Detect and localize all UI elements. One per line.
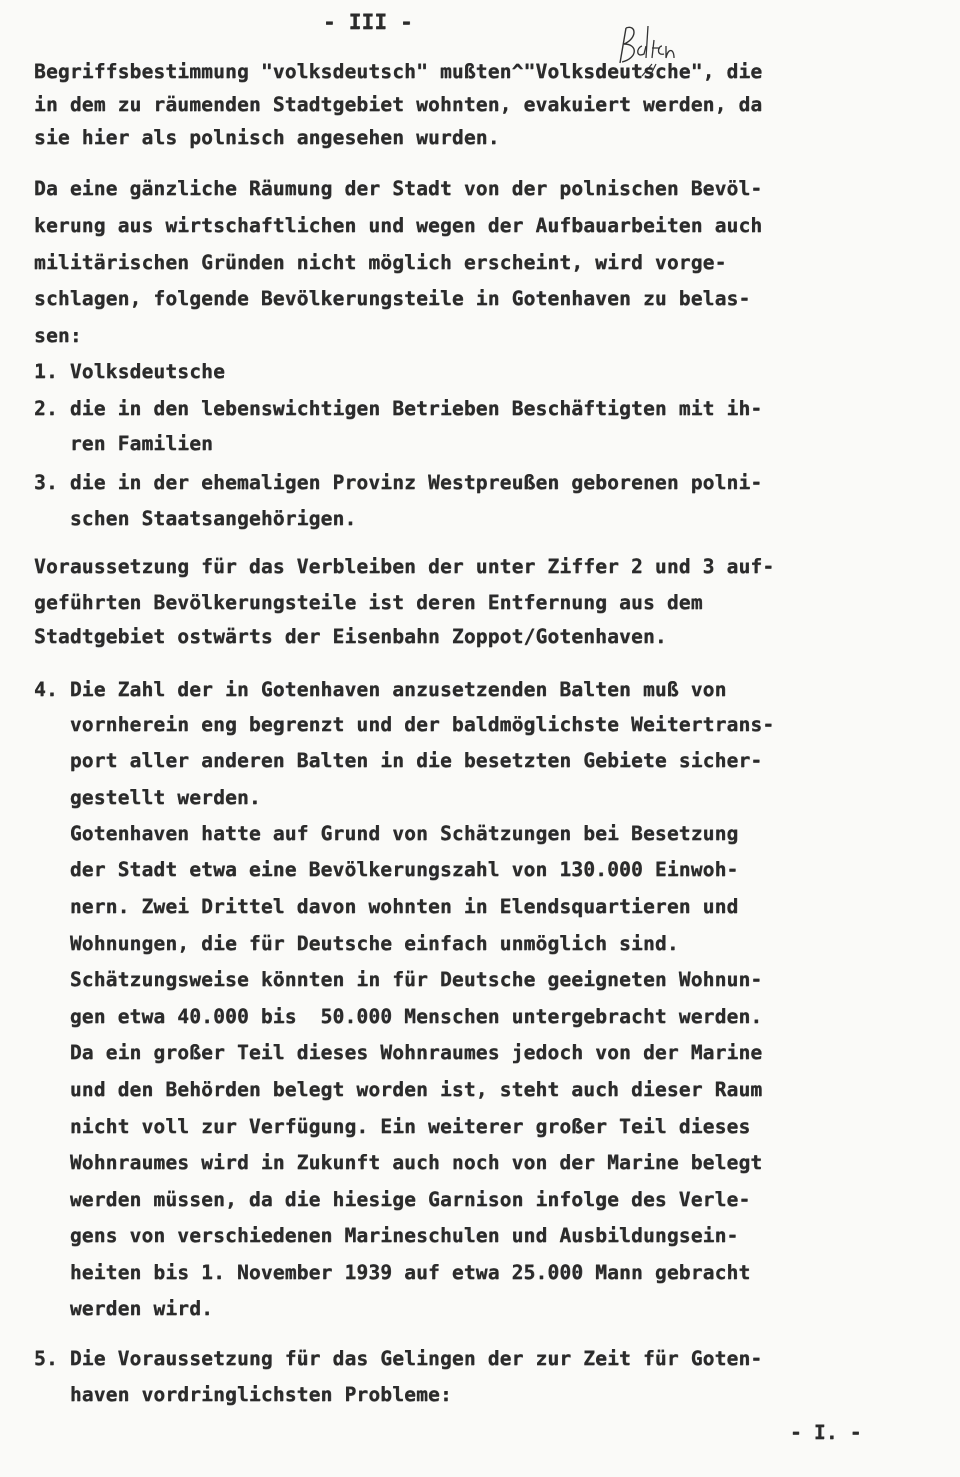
text-line-21: Gotenhaven hatte auf Grund von Schätzungen bei Besetzung <box>34 822 739 845</box>
text-line-18: vornherein eng begrenzt und der baldmöglichste Weitertrans- <box>34 713 775 736</box>
text-line-23: nern. Zwei Drittel davon wohnten in Elendsquartieren und <box>34 895 739 918</box>
text-line-22: der Stadt etwa eine Bevölkerungszahl von 130.000 Einwoh- <box>34 858 739 881</box>
text-line-14: Voraussetzung für das Verbleiben der unter Ziffer 2 und 3 auf- <box>34 555 775 578</box>
text-line-29: nicht voll zur Verfügung. Ein weiterer großer Teil dieses <box>34 1115 751 1138</box>
text-line-1: Begriffsbestimmung "volksdeutsch" mußten^"Volksdeutsche", die <box>34 60 763 83</box>
text-line-4: Da eine gänzliche Räumung der Stadt von der polnischen Bevöl- <box>34 177 763 200</box>
text-line-10: 2. die in den lebenswichtigen Betrieben Beschäftigten mit ih- <box>34 397 763 420</box>
text-line-25: Schätzungsweise könnten in für Deutsche geeigneten Wohnun- <box>34 968 763 991</box>
text-line-11: ren Familien <box>34 432 214 455</box>
text-line-8: sen: <box>34 324 82 347</box>
text-line-28: und den Behörden belegt worden ist, steht auch dieser Raum <box>34 1078 763 1101</box>
text-line-35: 5. Die Voraussetzung für das Gelingen der zur Zeit für Goten- <box>34 1347 763 1370</box>
text-line-2: in dem zu räumenden Stadtgebiet wohnten, evakuiert werden, da <box>34 93 763 116</box>
text-line-6: militärischen Gründen nicht möglich erscheint, wird vorge- <box>34 251 727 274</box>
text-line-32: gens von verschiedenen Marineschulen und Ausbildungsein- <box>34 1224 739 1247</box>
text-line-16: Stadtgebiet ostwärts der Eisenbahn Zoppot/Gotenhaven. <box>34 625 667 648</box>
text-line-19: port aller anderen Balten in die besetzten Gebiete sicher- <box>34 749 763 772</box>
text-line-31: werden müssen, da die hiesige Garnison infolge des Verle- <box>34 1188 751 1211</box>
text-line-20: gestellt werden. <box>34 786 261 809</box>
text-line-24: Wohnungen, die für Deutsche einfach unmöglich sind. <box>34 932 679 955</box>
text-line-34: werden wird. <box>34 1297 214 1320</box>
continuation-marker: - I. - <box>790 1421 862 1444</box>
text-line-33: heiten bis 1. November 1939 auf etwa 25.000 Mann gebracht <box>34 1261 751 1284</box>
text-line-17: 4. Die Zahl der in Gotenhaven anzusetzenden Balten muß von <box>34 678 727 701</box>
text-line-3: sie hier als polnisch angesehen wurden. <box>34 126 500 149</box>
text-line-27: Da ein großer Teil dieses Wohnraumes jedoch von der Marine <box>34 1041 763 1064</box>
text-line-13: schen Staatsangehörigen. <box>34 507 357 530</box>
text-line-36: haven vordringlichsten Probleme: <box>34 1383 452 1406</box>
text-line-15: geführten Bevölkerungsteile ist deren Entfernung aus dem <box>34 591 703 614</box>
text-line-7: schlagen, folgende Bevölkerungsteile in Gotenhaven zu belas- <box>34 287 751 310</box>
page-number: - III - <box>323 10 413 34</box>
text-line-12: 3. die in der ehemaligen Provinz Westpreußen geborenen polni- <box>34 471 763 494</box>
text-line-9: 1. Volksdeutsche <box>34 360 226 383</box>
text-line-26: gen etwa 40.000 bis 50.000 Menschen untergebracht werden. <box>34 1005 763 1028</box>
text-line-5: kerung aus wirtschaftlichen und wegen der Aufbauarbeiten auch <box>34 214 763 237</box>
text-line-30: Wohnraumes wird in Zukunft auch noch von der Marine belegt <box>34 1151 763 1174</box>
